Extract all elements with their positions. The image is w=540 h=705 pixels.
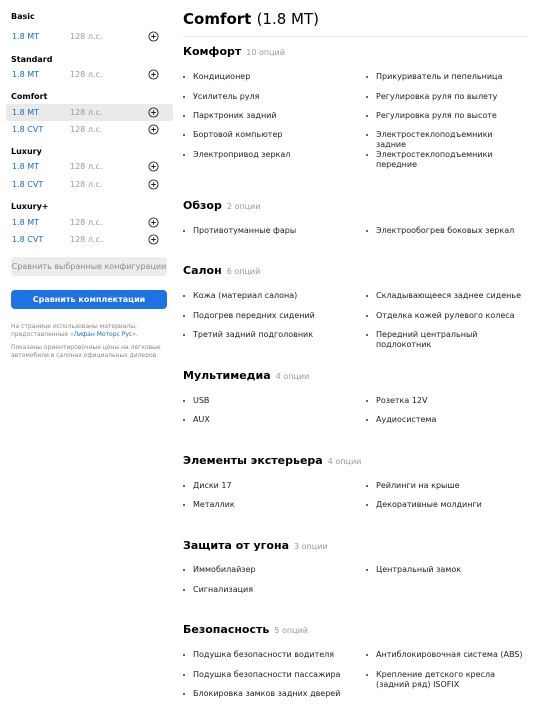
option-item: Рейлинги на крыше (366, 481, 524, 491)
option-item: Регулировка руля по вылету (366, 92, 524, 102)
section-name: Комфорт (183, 45, 242, 58)
config-name[interactable]: 1.8 MT (12, 108, 40, 117)
config-power: 128 л.с. (70, 70, 103, 79)
option-item: Розетка 12V (366, 396, 524, 406)
section-title (183, 199, 260, 212)
title-config: (1.8 MT) (256, 10, 320, 28)
option-item: Подогрев передних сидений (183, 311, 363, 321)
option-item: Электрообогрев боковых зеркал (366, 226, 524, 236)
config-row-luxury-plus-cvt[interactable] (6, 231, 173, 248)
section-count: 3 опции (294, 542, 328, 551)
section-title (183, 623, 308, 636)
group-title-luxury: Luxury (11, 147, 42, 156)
option-item: Усилитель руля (183, 92, 363, 102)
dealer-link[interactable]: Лифан Моторс Рус (73, 331, 133, 338)
option-item: Сигнализация (183, 585, 363, 595)
group-title-comfort: Comfort (11, 92, 48, 101)
compare-selected-button[interactable]: Сравнить выбранные конфигурации (11, 257, 167, 276)
option-item: Противотуманные фары (183, 226, 363, 236)
config-name[interactable]: 1.8 MT (12, 32, 40, 41)
source-note (11, 323, 161, 339)
plus-circle-icon[interactable] (148, 179, 159, 190)
option-item: Подушка безопасности водителя (183, 650, 363, 660)
option-item: Отделка кожей рулевого колеса (366, 311, 524, 321)
title-trim: Comfort (183, 10, 252, 28)
option-item: Третий задний подголовник (183, 330, 363, 340)
section-name: Безопасность (183, 623, 270, 636)
config-row-luxury-plus-mt[interactable] (6, 214, 173, 231)
option-item: Антиблокировочная система (ABS) (366, 650, 524, 660)
config-power: 128 л.с. (70, 32, 103, 41)
option-item: Регулировка руля по высоте (366, 111, 524, 121)
config-power: 128 л.с. (70, 180, 103, 189)
group-title-basic: Basic (11, 12, 35, 21)
section-title (183, 454, 361, 467)
section-count: 2 опции (226, 202, 261, 211)
config-row-comfort-mt[interactable] (6, 104, 173, 121)
config-name[interactable]: 1.8 MT (12, 70, 40, 79)
config-power: 128 л.с. (70, 162, 103, 171)
config-row-luxury-mt[interactable] (6, 158, 173, 175)
section-count: 5 опций (274, 626, 308, 635)
section-title (183, 264, 260, 277)
option-item: Металлик (183, 500, 363, 510)
section-count: 4 опции (327, 457, 362, 466)
section-name: Элементы экстерьера (183, 454, 323, 467)
option-item: USB (183, 396, 363, 406)
config-name[interactable]: 1.8 MT (12, 218, 40, 227)
compare-all-button[interactable]: Сравнить комплектации (11, 290, 167, 309)
page-title (183, 10, 319, 28)
price-note: Показаны ориентировочные цены на легковые автомобили в салонах официальных дилеров. (11, 344, 161, 359)
option-item: AUX (183, 415, 363, 425)
section-count: 6 опций (226, 267, 261, 276)
config-power: 128 л.с. (70, 218, 103, 227)
option-item: Аудиосистема (366, 415, 524, 425)
plus-circle-icon[interactable] (148, 124, 159, 135)
section-title (183, 369, 309, 382)
plus-circle-icon[interactable] (148, 31, 159, 42)
group-title-standard: Standard (11, 55, 53, 64)
section-count: 10 опций (246, 48, 285, 57)
option-item: Передний центральный подлокотник (366, 330, 524, 350)
option-item: Электростеклоподъемники передние (366, 150, 524, 170)
config-row-comfort-cvt[interactable] (6, 121, 173, 138)
main-content (183, 0, 540, 705)
config-row-standard-mt[interactable] (6, 66, 173, 83)
option-item: Кондиционер (183, 72, 363, 82)
option-item: Центральный замок (366, 565, 524, 575)
config-name[interactable]: 1.8 MT (12, 162, 40, 171)
note-suffix: ». (132, 331, 138, 338)
section-title (183, 539, 328, 552)
config-name[interactable]: 1.8 CVT (12, 235, 44, 244)
option-item: Блокировка замков задних дверей (183, 689, 363, 699)
section-name: Защита от угона (183, 539, 289, 552)
option-item: Складывающееся заднее сиденье (366, 291, 524, 301)
option-item: Прикуриватель и пепельница (366, 72, 524, 82)
sidebar (0, 0, 172, 705)
group-title-luxury-plus: Luxury+ (11, 202, 49, 211)
plus-circle-icon[interactable] (148, 69, 159, 80)
plus-circle-icon[interactable] (148, 107, 159, 118)
config-power: 128 л.с. (70, 235, 103, 244)
option-item: Кожа (материал салона) (183, 291, 363, 301)
plus-circle-icon[interactable] (148, 217, 159, 228)
option-item: Крепление детского кресла (задний ряд) ISOFIX (366, 670, 524, 690)
option-item: Электропривод зеркал (183, 150, 363, 160)
option-item: Бортовой компьютер (183, 130, 363, 140)
config-row-luxury-cvt[interactable] (6, 176, 173, 193)
option-item: Парктроник задний (183, 111, 363, 121)
title-divider (183, 36, 528, 37)
section-title (183, 45, 285, 58)
note-prefix: На странице использованы материалы, предоставленные « (11, 323, 137, 338)
section-name: Мультимедиа (183, 369, 271, 382)
config-row-basic-mt[interactable] (6, 28, 173, 45)
config-name[interactable]: 1.8 CVT (12, 180, 44, 189)
plus-circle-icon[interactable] (148, 234, 159, 245)
option-item: Электростеклоподъемники задние (366, 130, 524, 150)
option-item: Декоративные молдинги (366, 500, 524, 510)
section-count: 4 опции (275, 372, 310, 381)
option-item: Подушка безопасности пассажира (183, 670, 363, 680)
config-power: 128 л.с. (70, 125, 103, 134)
plus-circle-icon[interactable] (148, 161, 159, 172)
config-power: 128 л.с. (70, 108, 103, 117)
section-name: Обзор (183, 199, 222, 212)
config-name[interactable]: 1.8 CVT (12, 125, 44, 134)
section-name: Салон (183, 264, 222, 277)
option-item: Диски 17 (183, 481, 363, 491)
option-item: Иммобилайзер (183, 565, 363, 575)
